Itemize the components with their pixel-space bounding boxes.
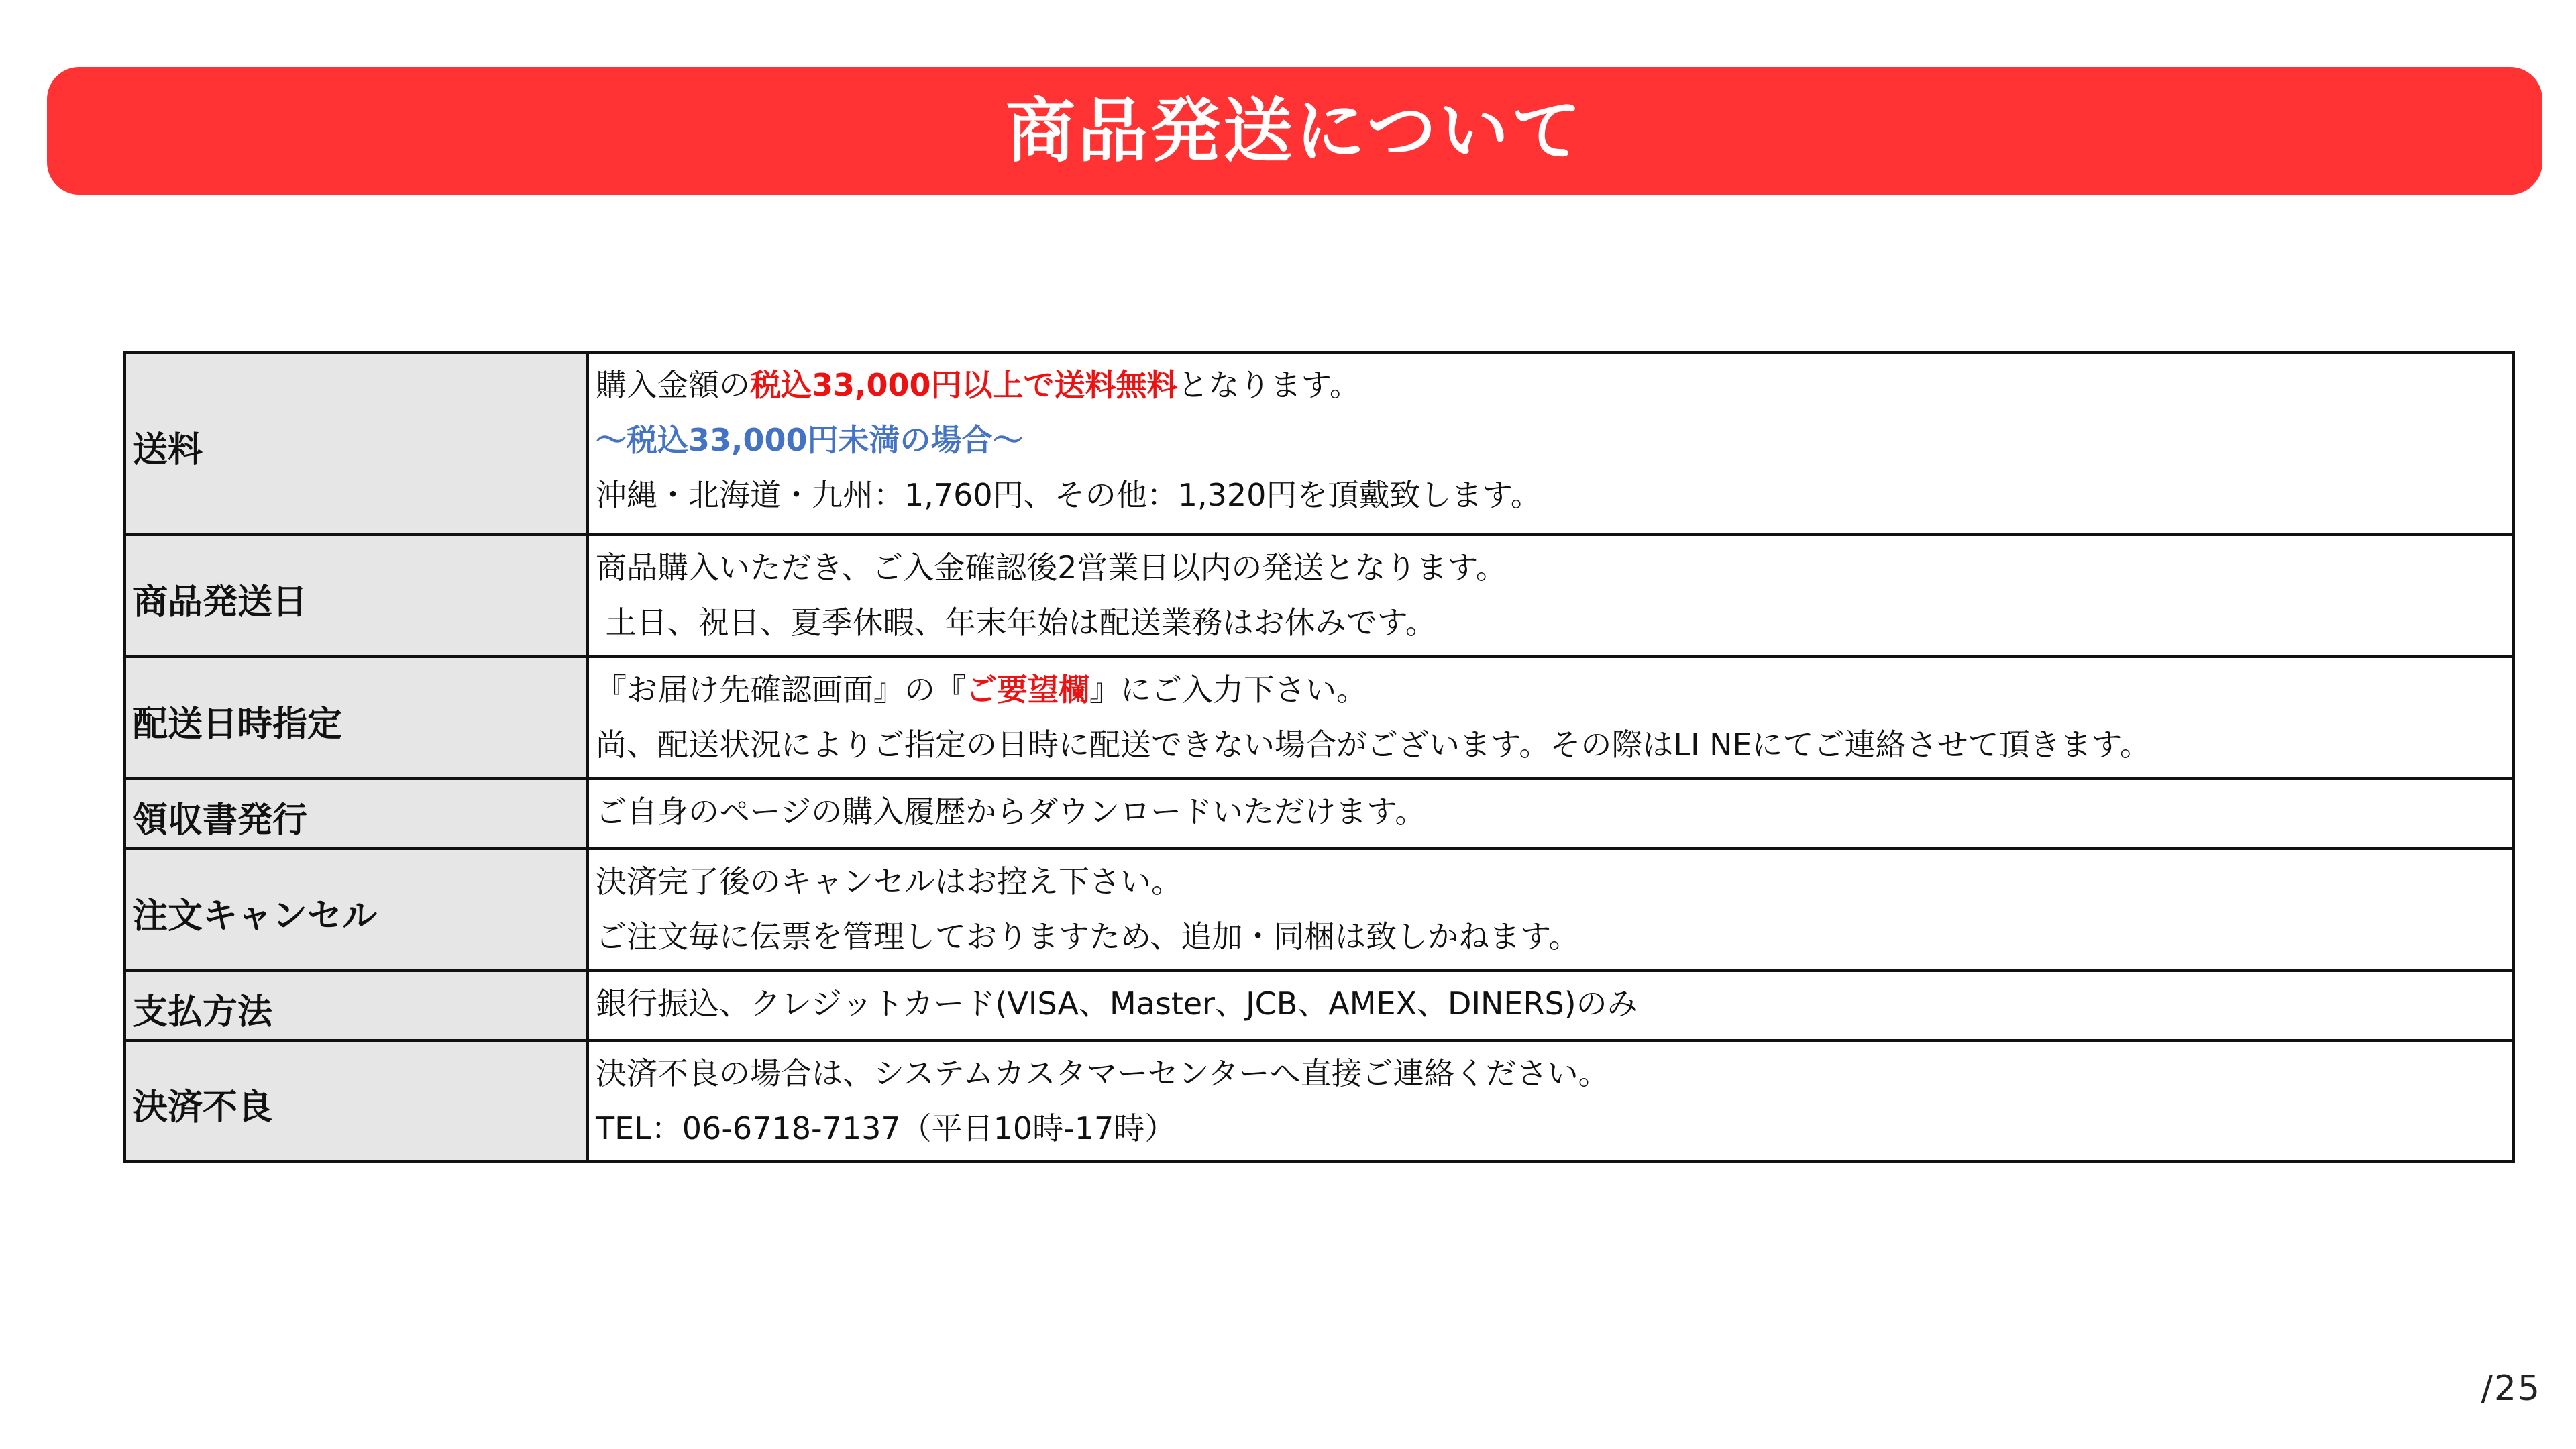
row-label-cancel: 注文キャンセル: [125, 849, 588, 971]
payment-failure-phone: TEL：06-6718-7137（平日10時-17時）: [596, 1110, 1176, 1146]
shipping-fee-text-end: となります。: [1177, 367, 1360, 403]
row-label-ship-date: 商品発送日: [125, 535, 588, 657]
shipping-fee-subheading: ～税込33,000円未満の場合～: [596, 422, 1024, 458]
ship-date-line-2: 土日、祝日、夏季休暇、年末年始は配送業務はお休みです。: [596, 604, 1436, 641]
table-row-payment-method: [125, 971, 2514, 1040]
delivery-time-line-1: [596, 662, 2512, 717]
payment-failure-line-1: 決済不良の場合は、システムカスタマーセンターへ直接ご連絡ください。: [596, 1055, 1609, 1091]
row-label-shipping-fee: 送料: [125, 352, 588, 535]
table-row-cancel: [125, 849, 2514, 971]
row-content-delivery-time: [588, 657, 2514, 779]
table-row-delivery-time: [125, 657, 2514, 779]
page-number: /25: [2481, 1368, 2541, 1409]
table-row-payment-failure: [125, 1040, 2514, 1161]
row-label-delivery-time: 配送日時指定: [125, 657, 588, 779]
row-label-receipt: 領収書発行: [125, 779, 588, 849]
row-label-payment-failure: 決済不良: [125, 1040, 588, 1161]
shipping-info-table: [123, 351, 2515, 1163]
delivery-time-line-2: 尚、配送状況によりご指定の日時に配送できない場合がございます。その際はLI NEにてご連絡させて頂きます。: [596, 727, 2151, 763]
row-label-payment-method: 支払方法: [125, 971, 588, 1040]
ship-date-line-1: 商品購入いただき、ご入金確認後2営業日以内の発送となります。: [596, 549, 1507, 586]
table-row-shipping-fee: [125, 352, 2514, 535]
free-shipping-highlight: 税込33,000円以上で送料無料: [750, 367, 1178, 403]
request-field-highlight: ご要望欄: [966, 672, 1089, 708]
shipping-fee-line-3: 沖縄・北海道・九州：1,760円、その他：1,320円を頂戴致します。: [596, 477, 1542, 513]
title-banner: [47, 67, 2542, 195]
delivery-time-text: 『お届け先確認画面』の『: [596, 672, 966, 708]
row-content-shipping-fee: [588, 352, 2514, 535]
row-content-ship-date: [588, 535, 2514, 657]
row-content-payment-failure: [588, 1040, 2514, 1161]
table-row-receipt: [125, 779, 2514, 849]
page-title: 商品発送について: [1006, 90, 1584, 172]
receipt-line-1: ご自身のページの購入履歴からダウンロードいただけます。: [596, 794, 1426, 830]
delivery-time-text-end: 』にご入力下さい。: [1089, 672, 1367, 708]
cancel-line-2: ご注文毎に伝票を管理しておりますため、追加・同梱は致しかねます。: [596, 918, 1580, 955]
row-content-receipt: [588, 779, 2514, 849]
payment-method-line-1: 銀行振込、クレジットカード(VISA、Master、JCB、AMEX、DINERS)のみ: [596, 985, 1638, 1022]
table-row-ship-date: [125, 535, 2514, 657]
shipping-fee-text: 購入金額の: [596, 367, 750, 403]
row-content-cancel: [588, 849, 2514, 971]
row-content-payment-method: [588, 971, 2514, 1040]
shipping-fee-line-1: [596, 358, 2512, 413]
cancel-line-1: 決済完了後のキャンセルはお控え下さい。: [596, 863, 1182, 900]
